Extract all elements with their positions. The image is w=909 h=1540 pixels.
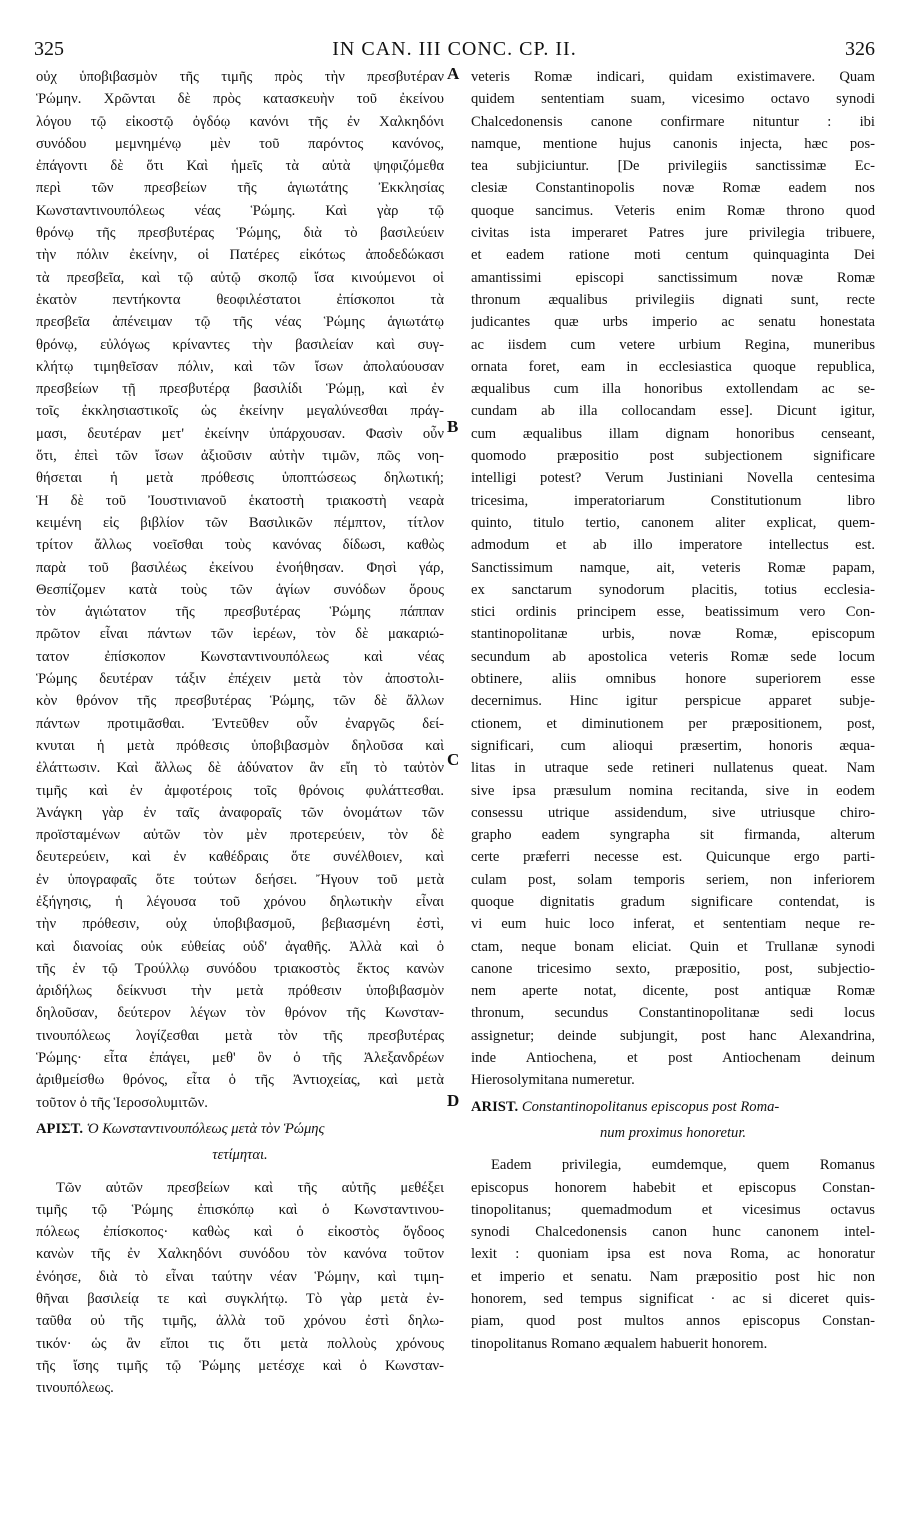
spacer: [36, 1167, 444, 1177]
greek-text-line: περὶ τῶν πρεσβείων τῆς ἁγιωτάτης Ἐκκλησίας: [36, 180, 444, 197]
latin-text-line: cundam ab illa collocandam esse]. Dicunt igitur,: [471, 403, 875, 420]
greek-text-line: ἐν ὑπογραφαῖς ὅτε τούτων δεήσει. Ἤγουν τοῦ μετὰ: [36, 871, 444, 888]
greek-text-line: δευτερεύειν, καὶ ἐν καθέδραις ὅτε συνέλθοιεν, καὶ: [36, 849, 444, 866]
greek-text-line: ἀριδήλως δείκνυσι τὴν μετὰ πρόθεσιν ὑποβιβασμὸν: [36, 983, 444, 1000]
latin-text-line: amantissimi episcopi sanctissimum novæ Romæ: [471, 269, 875, 286]
latin-text-line: thronum, secundus Constantinopolitanæ sedi locus: [471, 1005, 875, 1022]
latin-text-line: ornata foret, eam in ecclesiastica quoque republica,: [471, 358, 875, 375]
greek-text-line: τῆς ἐν τῷ Τρούλλῳ συνόδου τριακοστὸς ἕκτος κανὼν: [36, 960, 444, 977]
greek-text-line: Θεσπίζομεν κατὰ τοὺς τῶν ἁγίων συνόδων ὅρους: [36, 581, 444, 598]
greek-text-line: ἀριθμείσθω θρόνος, εἶτα ὁ τῆς Ἀντιοχείας, καὶ μετὰ: [36, 1072, 444, 1089]
greek-text-line: πρεσβείων τῇ πρεσβυτέρᾳ βασιλίδι Ῥώμῃ, καὶ ἐν: [36, 381, 444, 398]
latin-text-line: ctam, neque bonam eliciat. Quin et Trullanæ synodi: [471, 938, 875, 955]
spacer: [471, 1144, 875, 1154]
greek-section-label: ΑΡΙΣΤ.: [36, 1120, 83, 1137]
latin-section-heading: [471, 1096, 875, 1118]
greek-section-line: τινουπόλεως.: [36, 1380, 114, 1397]
greek-text-line: οὐχ ὑποβιβασμὸν τῆς τιμῆς πρὸς τὴν πρεσβυτέραν: [36, 69, 444, 85]
greek-section-line: τιμῆς τῷ Ῥώμης ἐπισκόπῳ καὶ ὁ Κωνσταντινου-: [36, 1201, 444, 1218]
greek-text-line: τρίτον ἄλλως νοεῖσθαι τοὺς κανόνας δίδωσι, καθὼς: [36, 537, 444, 554]
latin-section-line: tinopolitanus; quemadmodum et vicesimus octavus: [471, 1201, 875, 1218]
latin-text-line: obtinere, aliis omnibus honore superiorem esse: [471, 671, 875, 688]
greek-text-line: συνόδου μεμνημένῳ μὲν τοῦ παρόντος κανόνος,: [36, 135, 444, 152]
latin-text-line: quinto, titulo tertio, canonem aliter explicat, quem-: [471, 514, 875, 531]
latin-text-line: Sanctissimum namque, ait, veteris Romæ papam,: [471, 559, 875, 576]
greek-section-heading: [36, 1118, 444, 1140]
greek-section-line: πόλεως ἐπίσκοπος· καθὼς καὶ ὁ εἰκοστὸς ὄγδοος: [36, 1224, 444, 1241]
greek-text-line: πάντων προτιμᾶσθαι. Ἐντεῦθεν οὖν ἐναργῶς δεί-: [36, 715, 444, 732]
latin-text-line: quidem sententiam suam, vicesimo octavo synodi: [471, 91, 875, 108]
greek-text-line: ἐπάγοντι δὲ ὅτι Καὶ ἡμεῖς τὰ αὐτὰ ψηφιζόμεθα: [36, 158, 444, 175]
greek-text-line: ἐξήγησις, ἡ λέγουσα τοῦ χρόνου δηλωτικὴν εἶναι: [36, 893, 444, 910]
latin-text-line: tricesima, imperatoriarum Constitutionum libro: [471, 492, 875, 509]
greek-text-line: λόγου τῷ εἰκοστῷ ὀγδόῳ κανόνι τῆς ἐν Χαλκηδόνι: [36, 113, 444, 130]
latin-text-line: consessu utrique assidendum, sive utriusque chiro-: [471, 804, 875, 821]
latin-section-line: piam, quod post multos annos episcopus Constan-: [471, 1313, 875, 1330]
margin-marker-c: C: [447, 750, 460, 769]
greek-section-title: Ὁ Κωνσταντινουπόλεως μετὰ τὸν Ῥώμης: [86, 1120, 325, 1137]
latin-text-line: æqualibus cum illa honoribus extollendam ac se-: [471, 381, 875, 398]
greek-text-line: τατον ἐπίσκοπον Κωνσταντινουπόλεως καὶ νέας: [36, 648, 444, 665]
greek-section-line: θῆναι βασιλείᾳ τε καὶ συγκλήτῳ. Τὸ γὰρ μετὰ ἐν-: [36, 1291, 444, 1308]
latin-text-line: thronum æqualibus privilegiis dignati sunt, recte: [471, 291, 875, 308]
greek-section-title-line2: τετίμηται.: [212, 1147, 268, 1164]
latin-text-line: judicantes quæ urbs imperio ac senatu honestata: [471, 314, 875, 331]
latin-text-line: quoque sancimus. Veteris enim Romæ throno quod: [471, 202, 875, 219]
greek-text-line: κλήτῳ τιμηθεῖσαν πόλιν, καὶ τῶν ἴσων ἀπολαύουσαν: [36, 358, 444, 375]
latin-text-line: vi eum huic loco inferat, et sententiam neque re-: [471, 916, 875, 933]
greek-text-line: κνυται ἡ μετὰ πρόθεσις ὑποβιβασμὸν δηλοῦσα καὶ: [36, 737, 444, 754]
latin-text-line: veteris Romæ indicari, quidam existimavere. Quam: [471, 69, 875, 85]
greek-text-line: κειμένη εἰς βιβλίον τῶν Βασιλικῶν πέμπτον, τίτλον: [36, 514, 444, 531]
greek-text-line: τὸν ἁγιώτατον τῆς πρεσβυτέρας Ῥώμης πάππαν: [36, 604, 444, 621]
greek-section-line: Τῶν αὐτῶν πρεσβείων καὶ τῆς αὐτῆς μεθέξει: [56, 1179, 444, 1196]
latin-text-line: ac iisdem cum vetere urbium Regina, muneribus: [471, 336, 875, 353]
latin-text-line: nem aperte notat, dicente, post antiquæ Romæ: [471, 983, 875, 1000]
latin-text-line: grapho eadem syngrapha sit firmanda, alterum: [471, 827, 875, 844]
latin-section-line: lexit : quoniam ipsa est nova Roma, ac honoratur: [471, 1246, 875, 1263]
latin-text-line: tea subjiciuntur. [De privilegiis sanctissimæ Ec-: [471, 158, 875, 175]
page-number-right: 326: [844, 37, 875, 60]
latin-text-line: Chalcedonensis canone confirmare nituntur : ibi: [471, 113, 875, 130]
latin-text-line: cum æqualibus illam dignam honoribus censeant,: [471, 425, 875, 442]
latin-text-line: clesiæ Constantinopolis novæ Romæ eadem nos: [471, 180, 875, 197]
greek-text-line: θρόνῳ τῆς πρεσβυτέρας Ῥώμης, διὰ τὸ βασιλεύειν: [36, 225, 444, 242]
running-title: IN CAN. III CONC. CP. II.: [332, 37, 577, 60]
latin-section-label: ARIST.: [471, 1098, 519, 1115]
greek-text-line: Ῥώμης· εἶτα ἐπάγει, μεθ' ὃν ὁ τῆς Ἀλεξανδρέων: [36, 1050, 444, 1067]
greek-text-line: θρόνῳ, εὐλόγως κρίναντες τὴν βασιλείαν καὶ συγ-: [36, 336, 444, 353]
latin-section-line: tinopolitanus Romano æqualem habuerit honorem.: [471, 1335, 768, 1352]
latin-section-line: honorem, sed tempus significat · ac si diceret quis-: [471, 1291, 875, 1308]
latin-text-line: sive ipsa præsulum nomina recitanda, sive in eodem: [471, 782, 875, 799]
latin-text-line: secundum ab apostolica veteris Romæ sede locum: [471, 648, 875, 665]
greek-text-line: τοῦτον ὁ τῆς Ἱεροσολυμιτῶν.: [36, 1094, 208, 1111]
latin-text-line: ex sanctarum synodorum placitis, totius ecclesia-: [471, 581, 875, 598]
page-number-left: 325: [34, 37, 64, 60]
greek-section-line: ἐνόησε, διὰ τὸ εἶναι ταύτην νέαν Ῥώμην, καὶ τιμη-: [36, 1268, 444, 1285]
latin-text-line: assignetur; deinde subjungit, post hanc Alexandrina,: [471, 1027, 875, 1044]
latin-section-title-cont: [471, 1122, 875, 1144]
greek-section-line: τῆς ἴσης τιμῆς τῷ Ῥώμης μετέσχε καὶ ὁ Κωνσταν-: [36, 1357, 444, 1374]
latin-text-line: significari, cum alioqui præsertim, honoris æqua-: [471, 737, 875, 754]
margin-marker-d: D: [447, 1091, 460, 1110]
latin-text-line: culam post, solam temporis seriem, non inferiorem: [471, 871, 875, 888]
latin-text-line: stantinopolitanæ urbis, novæ Romæ, episcopum: [471, 626, 875, 643]
greek-text-line: τινουπόλεως λογίζεσθαι μετὰ τὸν τῆς πρεσβυτέρας: [36, 1027, 444, 1044]
greek-section-title-cont: [36, 1144, 444, 1166]
margin-marker-a: A: [447, 64, 460, 83]
latin-text-line: ctionem, et diminutionem per præpositionem, post,: [471, 715, 875, 732]
latin-section-line: synodi Chalcedonensis canon hunc canonem intel-: [471, 1224, 875, 1241]
greek-text-line: κὸν θρόνον τῆς πρεσβυτέρας Ῥώμης, τῶν δὲ ἄλλων: [36, 693, 444, 710]
latin-column: [471, 66, 875, 1355]
latin-text-line: stici ordinis principem esse, beatissimum vero Con-: [471, 604, 875, 621]
greek-text-line: τὰ πρεσβεῖα, καὶ τῷ αὐτῷ σκοπῷ ἴσα κινούμενοι οἱ: [36, 269, 444, 286]
greek-text-line: πρῶτον εἶναι πάντων τῶν ἱερέων, τὸν δὲ μακαριώ-: [36, 626, 444, 643]
latin-text-line: namque, mentione hujus canonis injecta, hæc pos-: [471, 135, 875, 152]
latin-section-line: episcopus honorem habebit et episcopus Constan-: [471, 1179, 875, 1196]
greek-text-line: Κωνσταντινουπόλεως νέας Ῥώμης. Καὶ γὰρ τῷ: [36, 202, 444, 219]
greek-column: [36, 66, 444, 1400]
greek-text-line: τιμῆς καὶ ἐν ἀμφοτέροις τοῖς θρόνοις φυλάττεσθαι.: [36, 782, 444, 799]
latin-text-line: litas in utraque sede retineri nullatenus queat. Nam: [471, 760, 875, 777]
greek-text-line: Ῥώμην. Χρῶνται δὲ πρὸς κατασκευὴν τοῦ ἐκείνου: [36, 91, 444, 108]
page-header: [34, 34, 875, 64]
latin-text-line: quoque dignitatis gradum significare contendat, is: [471, 893, 875, 910]
latin-section-title: Constantinopolitanus episcopus post Roma-: [521, 1098, 780, 1115]
latin-text-line: quomodo præpositio post subjectionem significare: [471, 448, 875, 465]
greek-text-line: πρεσβεῖα ἀπένειμαν τῷ τῆς νέας Ῥώμης ἁγιωτάτῳ: [36, 314, 444, 331]
greek-text-line: μασι, δευτέραν μετ' ἐκείνην ὑπάρχουσαν. Φασὶν οὖν: [36, 425, 444, 442]
latin-text-line: intelligi potest? Verum Justiniani Novella centesima: [471, 470, 875, 487]
greek-text-line: καὶ διανοίας οὐκ εὐθείας οὐδ' ἀγαθῆς. Ἀλλὰ καὶ ὁ: [36, 938, 444, 955]
greek-text-line: παρὰ τοῦ βασιλέως ἐκείνου ἐνοήθησαν. Φησὶ γάρ,: [36, 559, 444, 576]
greek-text-line: ἐλάττωσιν. Καὶ ἄλλως δὲ ἀδύνατον ἂν εἴη τὸ ταὐτὸν: [36, 760, 444, 777]
latin-text-line: inde Antiochena, et post Antiochenam deinum: [471, 1050, 875, 1067]
greek-section-line: ταῦθα οὐ τῆς τιμῆς, ἀλλὰ τοῦ χρόνου ἐστὶ δηλω-: [36, 1313, 444, 1330]
latin-text-line: admodum et ab illo imperatore intellectus est.: [471, 537, 875, 554]
margin-marker-b: B: [447, 417, 459, 436]
greek-section-line: τικόν· ὡς ἂν εἴποι τις ὅτι μετὰ πολλοὺς χρόνους: [36, 1335, 444, 1352]
greek-text-line: προϊσταμένων αὐτῶν τὸν μὲν προτερεύειν, τὸν δὲ: [36, 827, 444, 844]
greek-text-line: δηλοῦσαν, δεύτερον λέγων τὸν θρόνον τῆς Κωνσταν-: [36, 1005, 444, 1022]
greek-text-line: Ἀνάγκη γὰρ ἐν ταῖς ἀναφοραῖς τῶν ὀνομάτων τῶν: [36, 804, 444, 821]
greek-text-line: ὅτι, ἐπεὶ τῶν ἴσων ἀξιοῦσιν αὐτὴν τιμῶν, πῶς νοη-: [36, 448, 444, 465]
latin-section-line: et imperio et senatu. Nam præpositio post hic non: [471, 1268, 875, 1285]
greek-text-line: τοῖς ἐκκλησιαστικοῖς ὡς ἐκείνην μεγαλύνεσθαι πράγ-: [36, 403, 444, 420]
greek-section-line: κανὼν τῆς ἐν Χαλκηδόνι συνόδου τὸν κανόνα τοῦτον: [36, 1246, 444, 1263]
greek-text-line: Ῥώμης δευτέραν τάξιν ἐπέχειν μετὰ τὸν ἀποστολι-: [36, 671, 444, 688]
greek-text-line: Ἡ δὲ τοῦ Ἰουστινιανοῦ ἑκατοστὴ τριακοστὴ νεαρὰ: [36, 492, 444, 509]
latin-section-line: Eadem privilegia, eumdemque, quem Romanus: [491, 1157, 875, 1174]
greek-text-line: ἑκατὸν πεντήκοντα θεοφιλέστατοι ἐπίσκοποι τὰ: [36, 291, 444, 308]
latin-section-title-line2: num proximus honoretur.: [599, 1124, 747, 1141]
greek-text-line: τὴν πρόθεσιν, οὐχ ὑποβιβασμοῦ, βεβιασμένη ἐστὶ,: [36, 916, 444, 933]
latin-text-line: certe præferri necesse est. Quicunque ergo parti-: [471, 849, 875, 866]
latin-text-line: canone tricesimo sexto, præpositio, post, subjectio-: [471, 960, 875, 977]
latin-text-line: Hierosolymitana numeretur.: [471, 1072, 635, 1089]
latin-text-line: decernimus. Hinc igitur perspicue apparet subje-: [471, 693, 875, 710]
greek-text-line: τὴν πόλιν ἐκείνην, οἱ Πατέρες εἰκότως ἀποδεδώκασι: [36, 247, 444, 264]
latin-text-line: civitas ista imperaret Patres jure privilegia tribuere,: [471, 225, 875, 242]
latin-text-line: et eadem ratione moti centum quinquaginta Dei: [471, 247, 875, 264]
greek-text-line: θήσεται ἡ μετὰ πρόθεσις ὑποπτώσεως δηλωτική;: [36, 470, 444, 487]
